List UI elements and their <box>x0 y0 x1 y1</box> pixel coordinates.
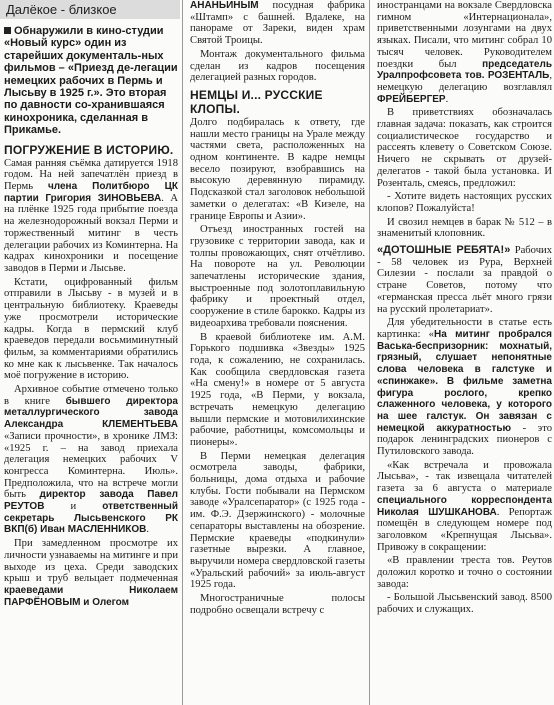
section-heading-history: ПОГРУЖЕНИЕ В ИСТОРИЮ. <box>4 142 174 157</box>
bold-name: АНАНЬИНЫМ <box>190 0 259 11</box>
paragraph <box>190 0 365 47</box>
paragraph: - Хотите видеть настоящих русских клопов? Пожалуйста! <box>377 191 552 214</box>
bold-name: специального корреспондента Николая ШУШКАНОВА <box>377 494 552 518</box>
text-run: . <box>445 93 449 105</box>
paragraph: «В правлении треста тов. Реутов доложил коротко и точно о состоянии завода: <box>377 555 552 590</box>
column-divider <box>369 0 370 705</box>
paragraph <box>377 460 552 554</box>
bold-name: краеведами Николаем ПАРФЁНОВЫМ и Олегом <box>4 584 178 608</box>
paragraph <box>377 0 552 105</box>
column-middle <box>186 0 367 705</box>
text-run: - это подарок ленинградских пионеров с Путиловского завода. <box>377 422 552 458</box>
paragraph: В Перми немецкая делегация осмотрела заводы, фабрики, больницы, дома отдыха и рабочие клубы. Гости побывали на Пермском заводе «Уралсепаратор» (с 1925 года - им. Ф.Э. Дзержинского) - молочные сепараторы выставлены на обозрение. Пермские краеведы «подкинули» газетные вырезки. А главное, выручили номера свердловской газеты «Уральский рабочий» за июль-август 1925 года. <box>190 450 366 591</box>
paragraph: Кстати, оцифрованный фильм отправили в Лысьву - в музей и в центральную библиотеку. Краеведы уже просмотрели исторические кадры. Когда в пермский клуб краеведов передали восьмиминутный фильм, за комментариями обратились ко мне как к лысьвенке. Так началось моё погружение в историю. <box>4 276 178 382</box>
text-run: иностранцами на вокзале Свердловска гимном «Интернационала», приветственными лозунгами на двух языках. Писали, что митинг собрал 10 тысяч человек. Руководителем поездки был <box>377 0 552 70</box>
paragraph: Отъезд иностранных гостей на грузовике с территории завода, как и толпы провожающих, снят отчётливо. На повороте на ул. Революции запечатлены исторические здания, выстроенные под золотоплавильную фабрику и проектный отдел, сооружение в стиле барокко. Кадры из видеоархива требовали пояснения. <box>190 224 365 329</box>
paragraph <box>377 245 552 315</box>
bold-name: председатель Уралпрофсовета тов. РОЗЕНТАЛЬ <box>377 58 552 82</box>
paragraph <box>4 158 178 275</box>
text-run: , немецкую делегацию возглавлял <box>377 70 552 93</box>
text-run: Рабочих - 58 человек из Рура, Верхней Силезии - послали за правдой о стране Советов, потому что «германская пресса льёт много грязи на русский пролетариат». <box>377 245 552 315</box>
paragraph <box>4 384 178 536</box>
text-run: «Как встречала и провожала Лысьва», - так извещала читателей газета за 6 августа о материале <box>377 459 552 495</box>
paragraph <box>377 317 552 457</box>
paragraph <box>4 538 178 608</box>
text-run: . Репортаж помещён в следующем номере под заголовком «Крепнущая Лысьва». Привожу в сокращении: <box>377 506 552 553</box>
bold-name: директор завода Павел РЕУТОВ <box>4 489 178 513</box>
square-bullet-icon <box>4 27 11 34</box>
paragraph: Долго подбиралась к ответу, где нашли место границы на Урале между частями света, расположенных на одном континенте. В кадре немцы весело позируют, взобравшись на высокую деревянную пирамиду. Подсказкой стал заголовок небольшой заметки о делегатах: «В Кизеле, на границе Европы и Азии». <box>190 116 365 222</box>
column-divider <box>182 0 183 705</box>
bold-name: бывшего директора металлургического завода Александра КЛЕМЕНТЬЕВА <box>4 395 178 431</box>
text-run: . А на плёнке 1925 года прибытие поезда на железнодорожный вокзал Перми и торжественный митинг в честь делегации рабочих из Коминтерна. На кадрах кинохроники и посещение заводов в Перми и Лысьве. <box>4 192 178 274</box>
paragraph: Многостраничные полосы подробно освещали встречу с <box>190 593 365 616</box>
column-left <box>0 0 180 705</box>
section-heading-bugs: НЕМЦЫ И... РУССКИЕ КЛОПЫ. <box>190 87 323 116</box>
paragraph: И свозил немцев в барак № 512 – в знаменитый клоповник. <box>377 216 552 240</box>
rubric-header: Далёкое - близкое <box>0 0 180 19</box>
paragraph: В краевой библиотеке им. А.М. Горького подшивка «Звезды» 1925 года, к сожалению, не сохранилась. Как сообщила свердловская газета «На смену!» в номере от 5 августа 1925 года, «В Перми, у вокзала, встречать немецкую делегацию вышли пермские и мотовилихинские рабочие, работницы, комсомольцы и пионеры». <box>190 331 365 448</box>
section-heading-meticulous: «ДОТОШНЫЕ РЕБЯТА!» <box>377 244 511 257</box>
text-run: «Записи прочности», в хронике ЛМЗ: «1925 г. – на завод приехала делегация немецких рабочих V конгресса Коминтерна. Июль». Предположила, что на встрече могли быть <box>4 430 178 501</box>
column-right <box>373 0 554 705</box>
text-run: При замедленном просмотре их личности узнаваемы на митинге и при выходе из цеха. Среди заводских крыш и труб вельцает подмеченная <box>4 538 178 585</box>
article-lead <box>4 25 178 137</box>
text-run: Архивное событие отмечено только в книге <box>4 384 178 407</box>
bold-name: ответственный секретарь Лысьвенского РК ВКП(б) Иван МАСЛЕННИКОВ <box>4 501 178 536</box>
bold-quote: На митинг пробрался Васька-беспризорник: мохнатый, грязный, слушает непонятные слова человека в галстуке и «спинжаке». В фильме заметна фигура рослого, крепко слаженного человека, у которого на шее галстук. Он завязан с немецкой аккуратностью <box>377 328 552 434</box>
lead-text: Обнаружили в кино-студии «Новый курс» один из старейших документаль-ных фильмов – «Приезд де-легации немецких рабочих в Пермь и Лысьву в 1925 г.». Это вторая по давности со-хранившаяся кинохроника, сделанная в Прикамье. <box>4 25 178 137</box>
text-run: Самая ранняя съёмка датируется 1918 годом. На ней запечатлён приезд в Пермь <box>4 157 178 193</box>
bold-name: ФРЕЙБЕРГЕР <box>377 93 446 105</box>
text-run: Для убедительности в статье есть картинка: « <box>377 317 552 340</box>
paragraph: Монтаж документального фильма сделан из кадров посещения делегацией разных городов. <box>190 48 365 84</box>
text-run: . <box>146 524 150 536</box>
bold-name: члена Политбюро ЦК партии Григория ЗИНОВЬЕВА <box>4 181 178 204</box>
text-run: и <box>44 501 103 513</box>
paragraph: В приветствиях обозначалась главная задача: показать, как строится социалистическое государство и рассеять клевету о Советском Союзе. Ничего не скрывать от друзей-делегатов - такой была установка. И Розенталь, смеясь, предложил: <box>377 107 552 189</box>
text-run: посудная фабрика «Штамп» с башней. Вдалеке, на панораме от Зареки, виден храм Святой Троицы. <box>190 0 365 47</box>
paragraph: - Большой Лысьвенский завод. 8500 рабочих и служащих. <box>377 592 552 616</box>
